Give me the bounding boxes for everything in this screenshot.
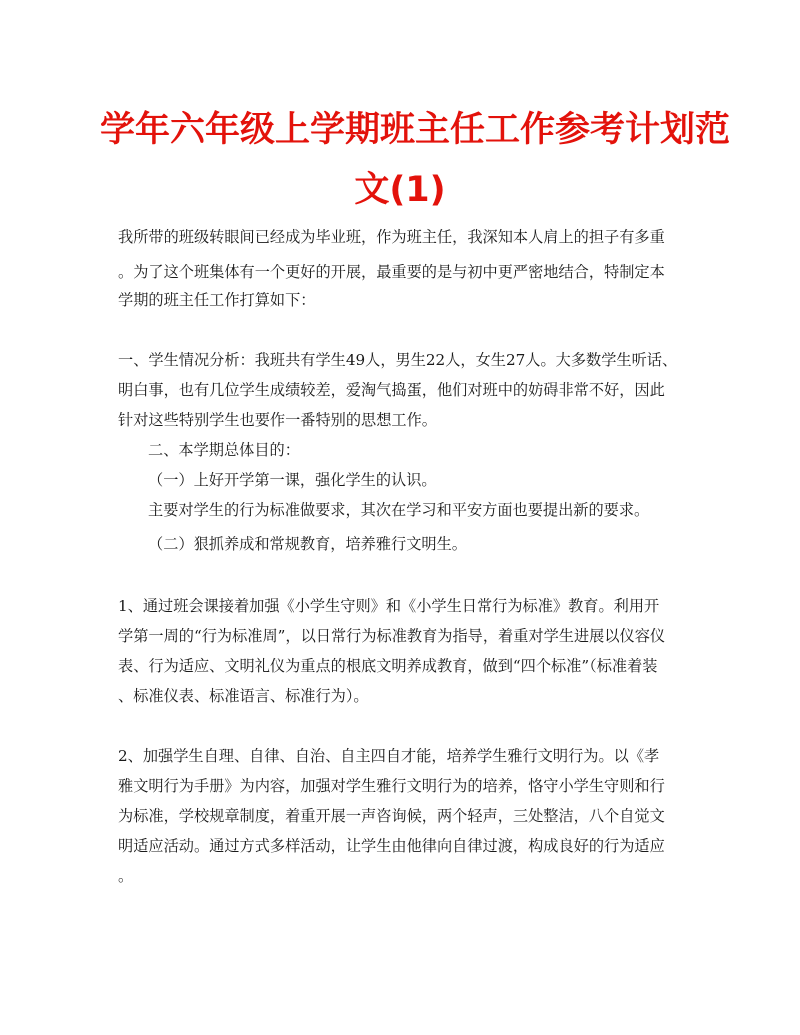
item-2-line: 为标准，学校规章制度，着重开展一声咨询候，两个轻声，三处整洁，八个自觉文: [118, 807, 665, 825]
item-2-line: 2、加强学生自理、自律、自治、自主四自才能，培养学生雅行文明行为。以《孝: [118, 747, 660, 765]
section-1-line: 明白事，也有几位学生成绩较差，爱淘气捣蛋，他们对班中的妨碍非常不好，因此: [118, 381, 665, 399]
goal-1: （一）上好开学第一课，强化学生的认识。: [148, 471, 437, 489]
section-2-heading: 二、本学期总体目的：: [148, 441, 300, 459]
intro-line: 我所带的班级转眼间已经成为毕业班，作为班主任，我深知本人肩上的担子有多重: [118, 228, 665, 246]
intro-line: 学期的班主任工作打算如下：: [118, 291, 316, 309]
intro-line: 。为了这个班集体有一个更好的开展，最重要的是与初中更严密地结合，特制定本: [118, 263, 665, 281]
item-2-line: 明适应活动。通过方式多样活动，让学生由他律向自律过渡，构成良好的行为适应: [118, 837, 665, 855]
item-2-line: 。: [118, 867, 134, 885]
goal-1-detail: 主要对学生的行为标准做要求，其次在学习和平安方面也要提出新的要求。: [148, 501, 650, 519]
section-1-line: 一、学生情况分析：我班共有学生49人，男生22人，女生27人。大多数学生听话、: [118, 351, 678, 369]
document-title-line-1: 学年六年级上学期班主任工作参考计划范: [100, 110, 731, 150]
section-1-line: 针对这些特别学生也要作一番特别的思想工作。: [118, 411, 437, 429]
document-title-line-2: 文(1): [354, 170, 446, 210]
goal-2: （二）狠抓养成和常规教育，培养雅行文明生。: [148, 535, 467, 553]
item-2-line: 雅文明行为手册》为内容，加强对学生雅行文明行为的培养，恪守小学生守则和行: [118, 777, 665, 795]
item-1-line: 表、行为适应、文明礼仪为重点的根底文明养成教育，做到“四个标准”（标准着装: [118, 657, 658, 675]
item-1-line: 学第一周的“行为标准周”，以日常行为标准教育为指导，着重对学生进展以仪容仪: [118, 627, 666, 645]
item-1-line: 、标准仪表、标准语言、标准行为）。: [118, 687, 369, 705]
item-1-line: 1、通过班会课接着加强《小学生守则》和《小学生日常行为标准》教育。利用开: [118, 597, 660, 615]
